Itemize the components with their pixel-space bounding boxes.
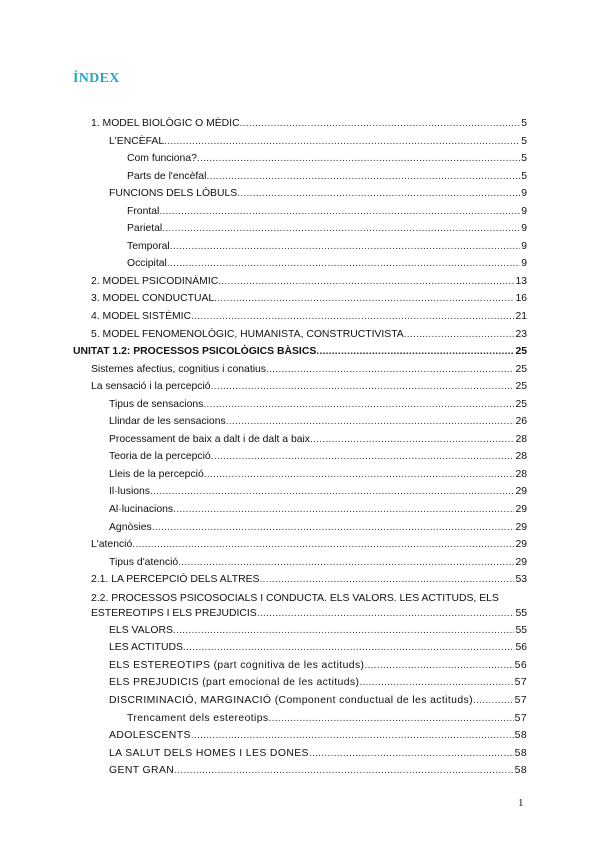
toc-leader xyxy=(170,238,520,256)
toc-entry-label: L'ENCÈFAL xyxy=(109,135,165,147)
toc-entry[interactable] xyxy=(0,220,600,238)
page-number: 1 xyxy=(518,797,524,809)
toc-entry-page: 57 xyxy=(514,694,527,706)
toc-leader xyxy=(214,290,514,308)
toc-entry-label: ELS ESTEREOTIPS (part cognitiva de les actituds) xyxy=(109,659,365,671)
toc-entry-label: ELS PREJUDICIS (part emocional de les actituds) xyxy=(109,677,360,689)
toc-entry[interactable] xyxy=(0,589,600,622)
toc-entry-page: 56 xyxy=(515,642,527,654)
toc-entry-page: 9 xyxy=(521,188,527,200)
toc-entry[interactable] xyxy=(0,536,600,554)
toc-entry-label: Parts de l'encèfal xyxy=(127,170,207,182)
toc-leader xyxy=(211,378,515,396)
toc-entry-label: Tipus d'atenció xyxy=(109,556,179,568)
toc-entry-page: 25 xyxy=(515,398,527,410)
toc-entry-page: 9 xyxy=(521,223,527,235)
toc-entry-page: 16 xyxy=(515,293,527,305)
toc-entry[interactable] xyxy=(0,483,600,501)
toc-entry[interactable] xyxy=(0,378,600,396)
index-heading: ÍNDEX xyxy=(73,71,120,86)
toc-entry-page: 13 xyxy=(515,275,527,287)
toc-entry-label: GENT GRAN xyxy=(109,765,175,777)
toc-entry-page: 28 xyxy=(515,468,527,480)
toc-entry[interactable] xyxy=(0,710,600,728)
toc-entry-label: ELS VALORS xyxy=(109,624,173,636)
toc-entry-page: 58 xyxy=(514,747,527,759)
toc-entry-page: 25 xyxy=(515,346,527,358)
toc-entry-label: Tipus de sensacions xyxy=(109,398,204,410)
toc-leader xyxy=(404,326,515,344)
toc-leader xyxy=(211,448,515,466)
toc-entry-page: 58 xyxy=(514,765,527,777)
toc-entry[interactable] xyxy=(0,238,600,256)
toc-entry-page: 57 xyxy=(514,677,527,689)
toc-entry-page: 28 xyxy=(515,451,527,463)
toc-leader xyxy=(162,220,520,238)
toc-entry-page: 29 xyxy=(515,486,527,498)
toc-entry-label: 5. MODEL FENOMENOLÒGIC, HUMANISTA, CONSTRUCTIVISTA xyxy=(91,328,404,340)
toc-entry-label: Llindar de les sensacions xyxy=(109,416,226,428)
toc-entry[interactable] xyxy=(0,203,600,221)
toc-leader xyxy=(132,536,514,554)
toc-leader xyxy=(173,501,514,519)
toc-leader xyxy=(359,674,513,692)
toc-entry-page: 29 xyxy=(515,556,527,568)
toc-leader xyxy=(206,168,520,186)
toc-leader xyxy=(364,657,513,675)
toc-leader xyxy=(174,762,513,780)
toc-leader xyxy=(257,606,515,622)
toc-entry[interactable] xyxy=(0,361,600,379)
toc-entry-label: UNITAT 1.2: PROCESSOS PSICOLÒGICS BÀSICS xyxy=(73,346,317,358)
toc-entry[interactable] xyxy=(0,431,600,449)
toc-entry-page: 9 xyxy=(521,240,527,252)
toc-entry-page: 53 xyxy=(515,574,527,586)
toc-leader xyxy=(173,622,515,640)
toc-entry-page: 23 xyxy=(515,328,527,340)
toc-entry-page: 21 xyxy=(515,311,527,323)
toc-entry-label: ADOLESCENTS xyxy=(109,730,191,742)
toc-leader xyxy=(178,554,514,572)
toc-entry-label: FUNCIONS DELS LÒBULS xyxy=(109,188,238,200)
toc-entry-label: DISCRIMINACIÓ, MARGINACIÓ (Component conductual de les actituds) xyxy=(109,694,473,706)
toc-leader xyxy=(226,413,515,431)
toc-entry-label: Frontal xyxy=(127,205,160,217)
toc-entry-page: 5 xyxy=(521,118,527,129)
toc-entry-label: 2.1. LA PERCEPCIÓ DELS ALTRES xyxy=(91,574,260,586)
toc-entry-page: 9 xyxy=(521,258,527,270)
toc-entry[interactable] xyxy=(0,115,600,133)
toc-entry-label: L'atenció xyxy=(91,539,133,551)
toc-leader xyxy=(309,745,514,763)
toc-entry-label-line1: 2.2. PROCESSOS PSICOSOCIALS I CONDUCTA. ELS VALORS. LES ACTITUDS, ELS xyxy=(91,592,499,604)
toc-entry[interactable] xyxy=(0,273,600,291)
toc-entry-page: 25 xyxy=(515,381,527,393)
toc-entry[interactable] xyxy=(0,290,600,308)
toc-entry-label: La sensació i la percepció xyxy=(91,381,211,393)
toc-entry[interactable] xyxy=(0,554,600,572)
toc-entry[interactable] xyxy=(0,466,600,484)
toc-entry-label: Agnòsies xyxy=(109,521,152,533)
toc-entry-label: Processament de baix a dalt i de dalt a baix xyxy=(109,433,311,445)
toc-entry-label: ESTEREOTIPS I ELS PREJUDICIS xyxy=(91,608,257,620)
toc-leader xyxy=(191,727,514,745)
toc-leader xyxy=(237,185,520,203)
toc-entry-page: 55 xyxy=(515,624,527,636)
toc-entry[interactable] xyxy=(0,692,600,710)
toc-entry-label: 2. MODEL PSICODINÀMIC xyxy=(91,275,219,287)
toc-entry-page: 55 xyxy=(515,608,527,620)
toc-entry[interactable] xyxy=(0,501,600,519)
toc-entry-page: 5 xyxy=(521,135,527,147)
toc-leader xyxy=(167,255,520,273)
toc-leader xyxy=(152,519,515,537)
toc-entry[interactable] xyxy=(0,727,600,745)
toc-entry[interactable] xyxy=(0,133,600,151)
toc-entry-label: Teoria de la percepció xyxy=(109,451,211,463)
toc-entry-page: 58 xyxy=(514,730,527,742)
toc-entry[interactable] xyxy=(0,745,600,763)
toc-entry-label: 3. MODEL CONDUCTUAL xyxy=(91,293,215,305)
toc-leader xyxy=(191,308,514,326)
toc-leader xyxy=(316,343,514,361)
toc-leader xyxy=(259,571,514,589)
toc-entry-label: Occipital xyxy=(127,258,167,270)
toc-entry-label: Al·lucinacions xyxy=(109,504,174,516)
toc-entry-page: 57 xyxy=(514,712,527,724)
toc-entry[interactable] xyxy=(0,396,600,414)
toc-entry-page: 5 xyxy=(521,170,527,182)
toc-entry-label: LES ACTITUDS xyxy=(109,642,183,654)
toc-entry[interactable] xyxy=(0,571,600,589)
toc-entry-label: Com funciona? xyxy=(127,153,197,165)
toc-entry-label: Lleis de la percepció xyxy=(109,468,204,480)
toc-entry[interactable] xyxy=(0,150,600,168)
toc-entry[interactable] xyxy=(0,674,600,692)
toc-entry[interactable] xyxy=(0,168,600,186)
toc-entry-page: 29 xyxy=(515,539,527,551)
toc-leader xyxy=(203,396,514,414)
toc-leader xyxy=(159,203,520,221)
toc-leader xyxy=(240,115,521,133)
toc-leader xyxy=(473,692,514,710)
toc-entry[interactable] xyxy=(0,519,600,537)
toc-entry-page: 29 xyxy=(515,504,527,516)
toc-entry-page: 5 xyxy=(521,153,527,165)
toc-entry[interactable] xyxy=(0,185,600,203)
toc-entry-page: 25 xyxy=(515,363,527,375)
toc-leader xyxy=(310,431,514,449)
toc-entry-label: Sistemes afectius, cognitius i conatius xyxy=(91,363,266,375)
toc-leader xyxy=(183,639,515,657)
toc-leader xyxy=(204,466,515,484)
toc-entry[interactable] xyxy=(0,326,600,344)
toc-entry-page: 9 xyxy=(521,205,527,217)
toc-entry[interactable] xyxy=(0,657,600,675)
toc-entry-label: LA SALUT DELS HOMES I LES DONES xyxy=(109,747,309,759)
toc-leader xyxy=(266,361,514,379)
toc-entry-page: 28 xyxy=(515,433,527,445)
toc-entry[interactable] xyxy=(0,762,600,780)
toc-entry[interactable] xyxy=(0,255,600,273)
toc-leader xyxy=(164,133,520,151)
toc-entry[interactable] xyxy=(0,413,600,431)
toc-entry-label: 4. MODEL SISTÈMIC xyxy=(91,311,192,323)
toc-entry-label: Parietal xyxy=(127,223,163,235)
toc-entry-page: 56 xyxy=(514,659,527,671)
toc-leader xyxy=(150,483,514,501)
toc-leader xyxy=(269,710,514,728)
toc-entry[interactable] xyxy=(0,622,600,640)
toc-entry[interactable] xyxy=(0,448,600,466)
toc-entry-page: 29 xyxy=(515,521,527,533)
toc-entry-label: Trencament dels estereotips xyxy=(127,712,269,724)
toc-entry-page: 26 xyxy=(515,416,527,428)
toc-entry[interactable] xyxy=(0,639,600,657)
toc-entry-unit[interactable] xyxy=(0,343,600,361)
toc-entry-label: Temporal xyxy=(127,240,170,252)
toc-leader xyxy=(197,150,520,168)
table-of-contents xyxy=(0,115,600,780)
toc-entry-label: Il·lusions xyxy=(109,486,150,498)
toc-entry[interactable] xyxy=(0,308,600,326)
toc-leader xyxy=(218,273,514,291)
toc-entry-label: 1. MODEL BIOLÒGIC O MÈDIC xyxy=(91,118,240,129)
